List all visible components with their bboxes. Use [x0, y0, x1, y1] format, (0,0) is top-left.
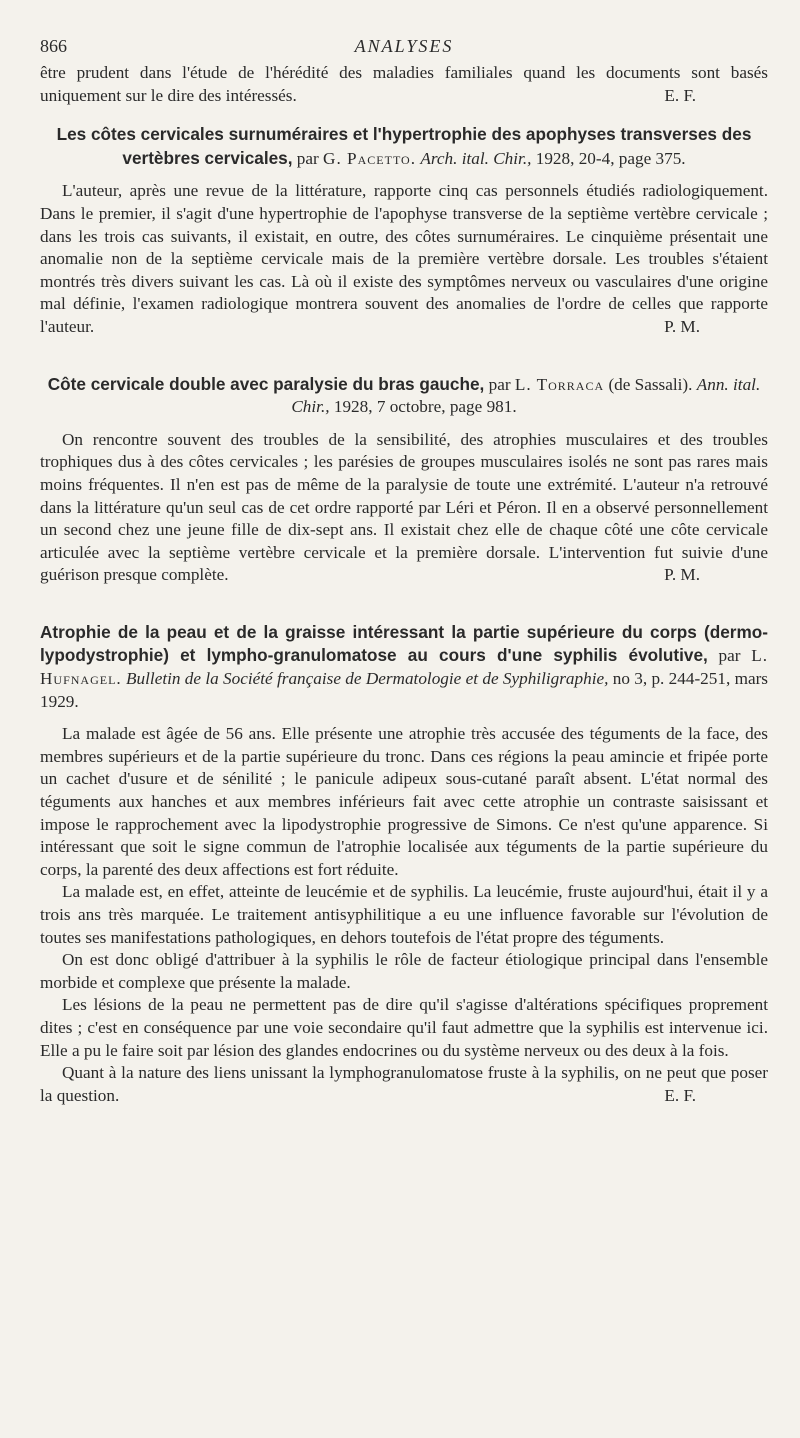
page-header — [40, 36, 768, 62]
article-1-citation: 1928, 20-4, page 375. — [535, 148, 686, 168]
article-3-journal: Bulletin de la Société française de Dermatologie et de Syphiligraphie, — [126, 669, 609, 689]
article-3-heading — [40, 621, 768, 713]
article-3-paragraph-3: On est donc obligé d'attribuer à la syphilis le rôle de facteur étiologique principal dans l'ensemble morbide et complexe que présente la malade. — [40, 950, 768, 992]
article-1-paragraph: L'auteur, après une revue de la littérature, rapporte cinq cas personnels étudiés radiologiquement. Dans le premier, il s'agit d'une hypertrophie de l'apophyse transverse de la septième vertèbre cervicale ; dans les trois cas suivants, il existait, en outre, des côtes surnuméraires. Le cinquième présentait une anomalie non de la septième cervicale mais de la première vertèbre dorsale. Les troubles s'étaient montrés très divers suivant les cas. Là où il existe des symptômes nerveux ou vasculaires d'une origine mal définie, l'examen radiologique montrera souvent des anomalies de l'ordre de celles que rapporte l'auteur. P. M. — [40, 180, 768, 338]
article-2-author: L. Torraca — [514, 374, 605, 394]
article-3-paragraph-1: La malade est âgée de 56 ans. Elle présente une atrophie très accusée des téguments de la face, des membres supérieurs et de la partie supérieure du tronc. Dans ces régions la peau amincie et fripée porte un cachet d'usure et de sénilité ; le panicule adipeux sous-cutané paraît absent. L'état normal des téguments aux hanches et aux membres inférieurs fait avec cette atrophie un contraste saisissant et impose le rapprochement avec la lipodystrophie progressive de Simons. Ce n'est qu'une apparence. Si intéressant que soit le signe commun de l'atrophie localisée aux téguments de la partie supérieure du corps, la parenté des deux affections est fort réduite. — [40, 724, 768, 879]
running-title: ANALYSES — [354, 36, 454, 56]
intro-signature: E. F. — [664, 85, 696, 105]
article-2-body — [40, 429, 768, 587]
article-2-journal: Ann. ital. Chir., — [291, 374, 761, 417]
article-3-by: par — [718, 646, 741, 666]
article-2-heading — [40, 373, 768, 419]
article-3-body — [40, 723, 768, 1107]
intro-text: être prudent dans l'étude de l'hérédité des maladies familiales quand les documents sont basés uniquement sur le dire des intéressés. — [40, 63, 768, 105]
page — [40, 36, 768, 1107]
intro-paragraph — [40, 62, 768, 107]
article-2-title: Côte cervicale double avec paralysie du bras gauche, — [47, 373, 485, 394]
article-1-author: G. Pacetto. — [323, 148, 417, 168]
article-3-signature: E. F. — [664, 1085, 696, 1105]
article-2-citation: 1928, 7 octobre, page 981. — [333, 397, 517, 417]
article-3-paragraph-5: Quant à la nature des liens unissant la lymphogranulomatose fruste à la syphilis, on ne peut que poser la question. E. F. — [40, 1062, 768, 1107]
article-1-signature: P. M. — [664, 316, 700, 336]
article-1-journal: Arch. ital. Chir., — [420, 148, 532, 168]
article-2-signature: P. M. — [664, 565, 700, 585]
article-2-affiliation: (de Sassali). — [608, 374, 693, 394]
article-3-paragraph-2: La malade est, en effet, atteinte de leucémie et de syphilis. La leucémie, fruste aujourd'hui, était il y a trois ans très marquée. Le traitement antisyphilitique a eu une influence favorable sur l'évolution de toutes ses manifestations pathologiques, en dehors toutefois de l'état propre des téguments. — [40, 882, 768, 947]
article-3-citation: no 3, p. 244-251, mars 1929. — [40, 669, 769, 711]
article-3-title: Atrophie de la peau et de la graisse intéressant la partie supérieure du corps (dermo-lypodystrophie) et lympho-granulomatose au cours d'une syphilis évolutive, — [40, 621, 768, 666]
article-1-heading — [40, 123, 768, 170]
article-1-by: par — [296, 148, 319, 168]
article-3-author: L. Hufnagel. — [40, 646, 769, 689]
page-number: 866 — [40, 36, 67, 56]
article-1-title: Les côtes cervicales surnuméraires et l'hypertrophie des apophyses transverses des vertèbres cervicales, — [56, 124, 752, 168]
article-2-by: par — [488, 374, 511, 394]
article-3-paragraph-4: Les lésions de la peau ne permettent pas de dire qu'il s'agisse d'altérations spécifiques proprement dites ; c'est en conséquence par une voie secondaire qu'il faut admettre que la syphilis est intervenue ici. Elle a pu le faire soit par lésion des glandes endocrines ou du système nerveux ou des deux à la fois. — [40, 995, 768, 1060]
article-1-body — [40, 180, 768, 338]
article-2-paragraph: On rencontre souvent des troubles de la sensibilité, des atrophies musculaires et des troubles trophiques dus à des côtes cervicales ; les parésies de groupes musculaires isolés ne sont pas rares mais moins fréquentes. Il n'en est pas de même de la paralysie de toute une extrémité. L'auteur n'a retrouvé dans la littérature qu'un seul cas de cet ordre rapporté par Léri et Péron. Il en a observé personnellement un second chez une jeune fille de dix-sept ans. Il existait chez elle de chaque côté une côte cervicale articulée avec la septième vertèbre cervicale et la première dorsale. L'intervention fut suivie d'une guérison presque complète. P. M. — [40, 429, 768, 587]
